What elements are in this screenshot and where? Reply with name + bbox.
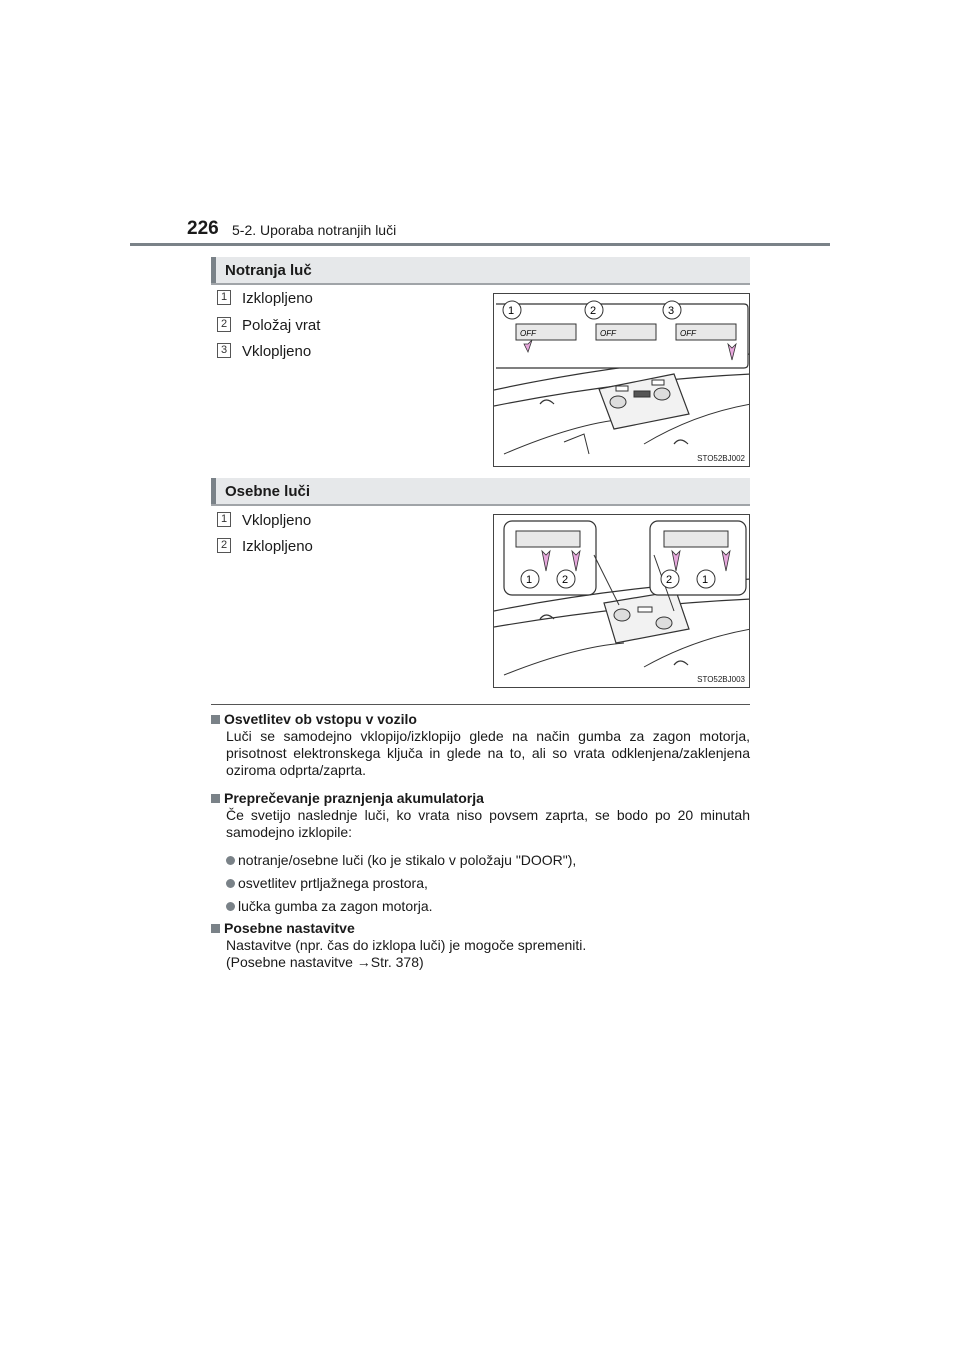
callout-number: 1 <box>702 574 709 586</box>
number-box: 2 <box>217 317 231 332</box>
note-heading: Preprečevanje praznjenja akumulatorja <box>211 790 750 807</box>
section-title: Osebne luči <box>225 483 311 500</box>
square-bullet-icon <box>211 924 220 933</box>
number-box: 1 <box>217 290 231 305</box>
note-custom-settings <box>211 920 750 971</box>
square-bullet-icon <box>211 794 220 803</box>
personal-lights-figure <box>493 514 750 688</box>
section-bar <box>211 478 216 504</box>
note-heading: Posebne nastavitve <box>211 920 750 937</box>
callout-number: 2 <box>562 574 569 586</box>
figure-code: STO52BJ002 <box>697 454 745 463</box>
note-entry-lighting <box>211 711 750 779</box>
square-bullet-icon <box>211 715 220 724</box>
section-bar <box>211 257 216 283</box>
page-number: 226 <box>187 218 219 239</box>
switch-door-position <box>596 324 656 340</box>
bullet-text: notranje/osebne luči (ko je stikalo v položaju "DOOR"), <box>238 852 577 868</box>
header-rule <box>130 243 830 246</box>
section-header-interior-light <box>211 257 750 285</box>
callout-number: 1 <box>508 305 515 317</box>
item-label: Položaj vrat <box>242 317 321 334</box>
section-title: Notranja luč <box>225 262 312 279</box>
number-box: 3 <box>217 343 231 358</box>
note-heading: Osvetlitev ob vstopu v vozilo <box>211 711 750 728</box>
note-body: Luči se samodejno vklopijo/izklopijo glede na način gumba za zagon motorja, prisotnost elektronskega ključa in glede na to, ali so vrata odklenjena/zaklenjena oziroma odprta/zaprta. <box>226 728 750 778</box>
switch-text: OFF <box>520 329 536 338</box>
list-item <box>226 852 576 868</box>
personal-lights-illustration <box>494 515 750 688</box>
section-header-personal-lights <box>211 478 750 506</box>
note-body-reference: (Posebne nastavitve →Str. 378) <box>226 954 424 970</box>
item-label: Vklopljeno <box>242 512 312 529</box>
number-box: 1 <box>217 512 231 527</box>
switch-text: OFF <box>600 329 616 338</box>
figure-code: STO52BJ003 <box>697 675 745 684</box>
callout-number: 1 <box>526 574 533 586</box>
bullet-text: lučka gumba za zagon motorja. <box>238 898 433 914</box>
number-box: 2 <box>217 538 231 553</box>
callout-number: 2 <box>666 574 673 586</box>
note-battery-saver <box>211 790 750 841</box>
item-label: Izklopljeno <box>242 538 313 555</box>
note-body: Če svetijo naslednje luči, ko vrata niso povsem zaprta, se bodo po 20 minutah samodejno izklopile: <box>226 807 750 840</box>
circle-bullet-icon <box>226 902 235 911</box>
chapter-title: 5-2. Uporaba notranjih luči <box>232 222 397 238</box>
list-item <box>226 875 428 891</box>
bullet-text: osvetlitev prtljažnega prostora, <box>238 875 428 891</box>
callout-number: 3 <box>668 305 675 317</box>
interior-light-illustration <box>494 294 750 467</box>
interior-light-figure <box>493 293 750 467</box>
item-label: Izklopljeno <box>242 290 313 307</box>
divider <box>211 704 750 705</box>
note-body: Nastavitve (npr. čas do izklopa luči) je mogoče spremeniti. <box>226 937 587 953</box>
item-label: Vklopljeno <box>242 343 312 360</box>
circle-bullet-icon <box>226 879 235 888</box>
callout-number: 2 <box>590 305 597 317</box>
switch-text: OFF <box>680 329 696 338</box>
list-item <box>226 898 433 914</box>
circle-bullet-icon <box>226 856 235 865</box>
